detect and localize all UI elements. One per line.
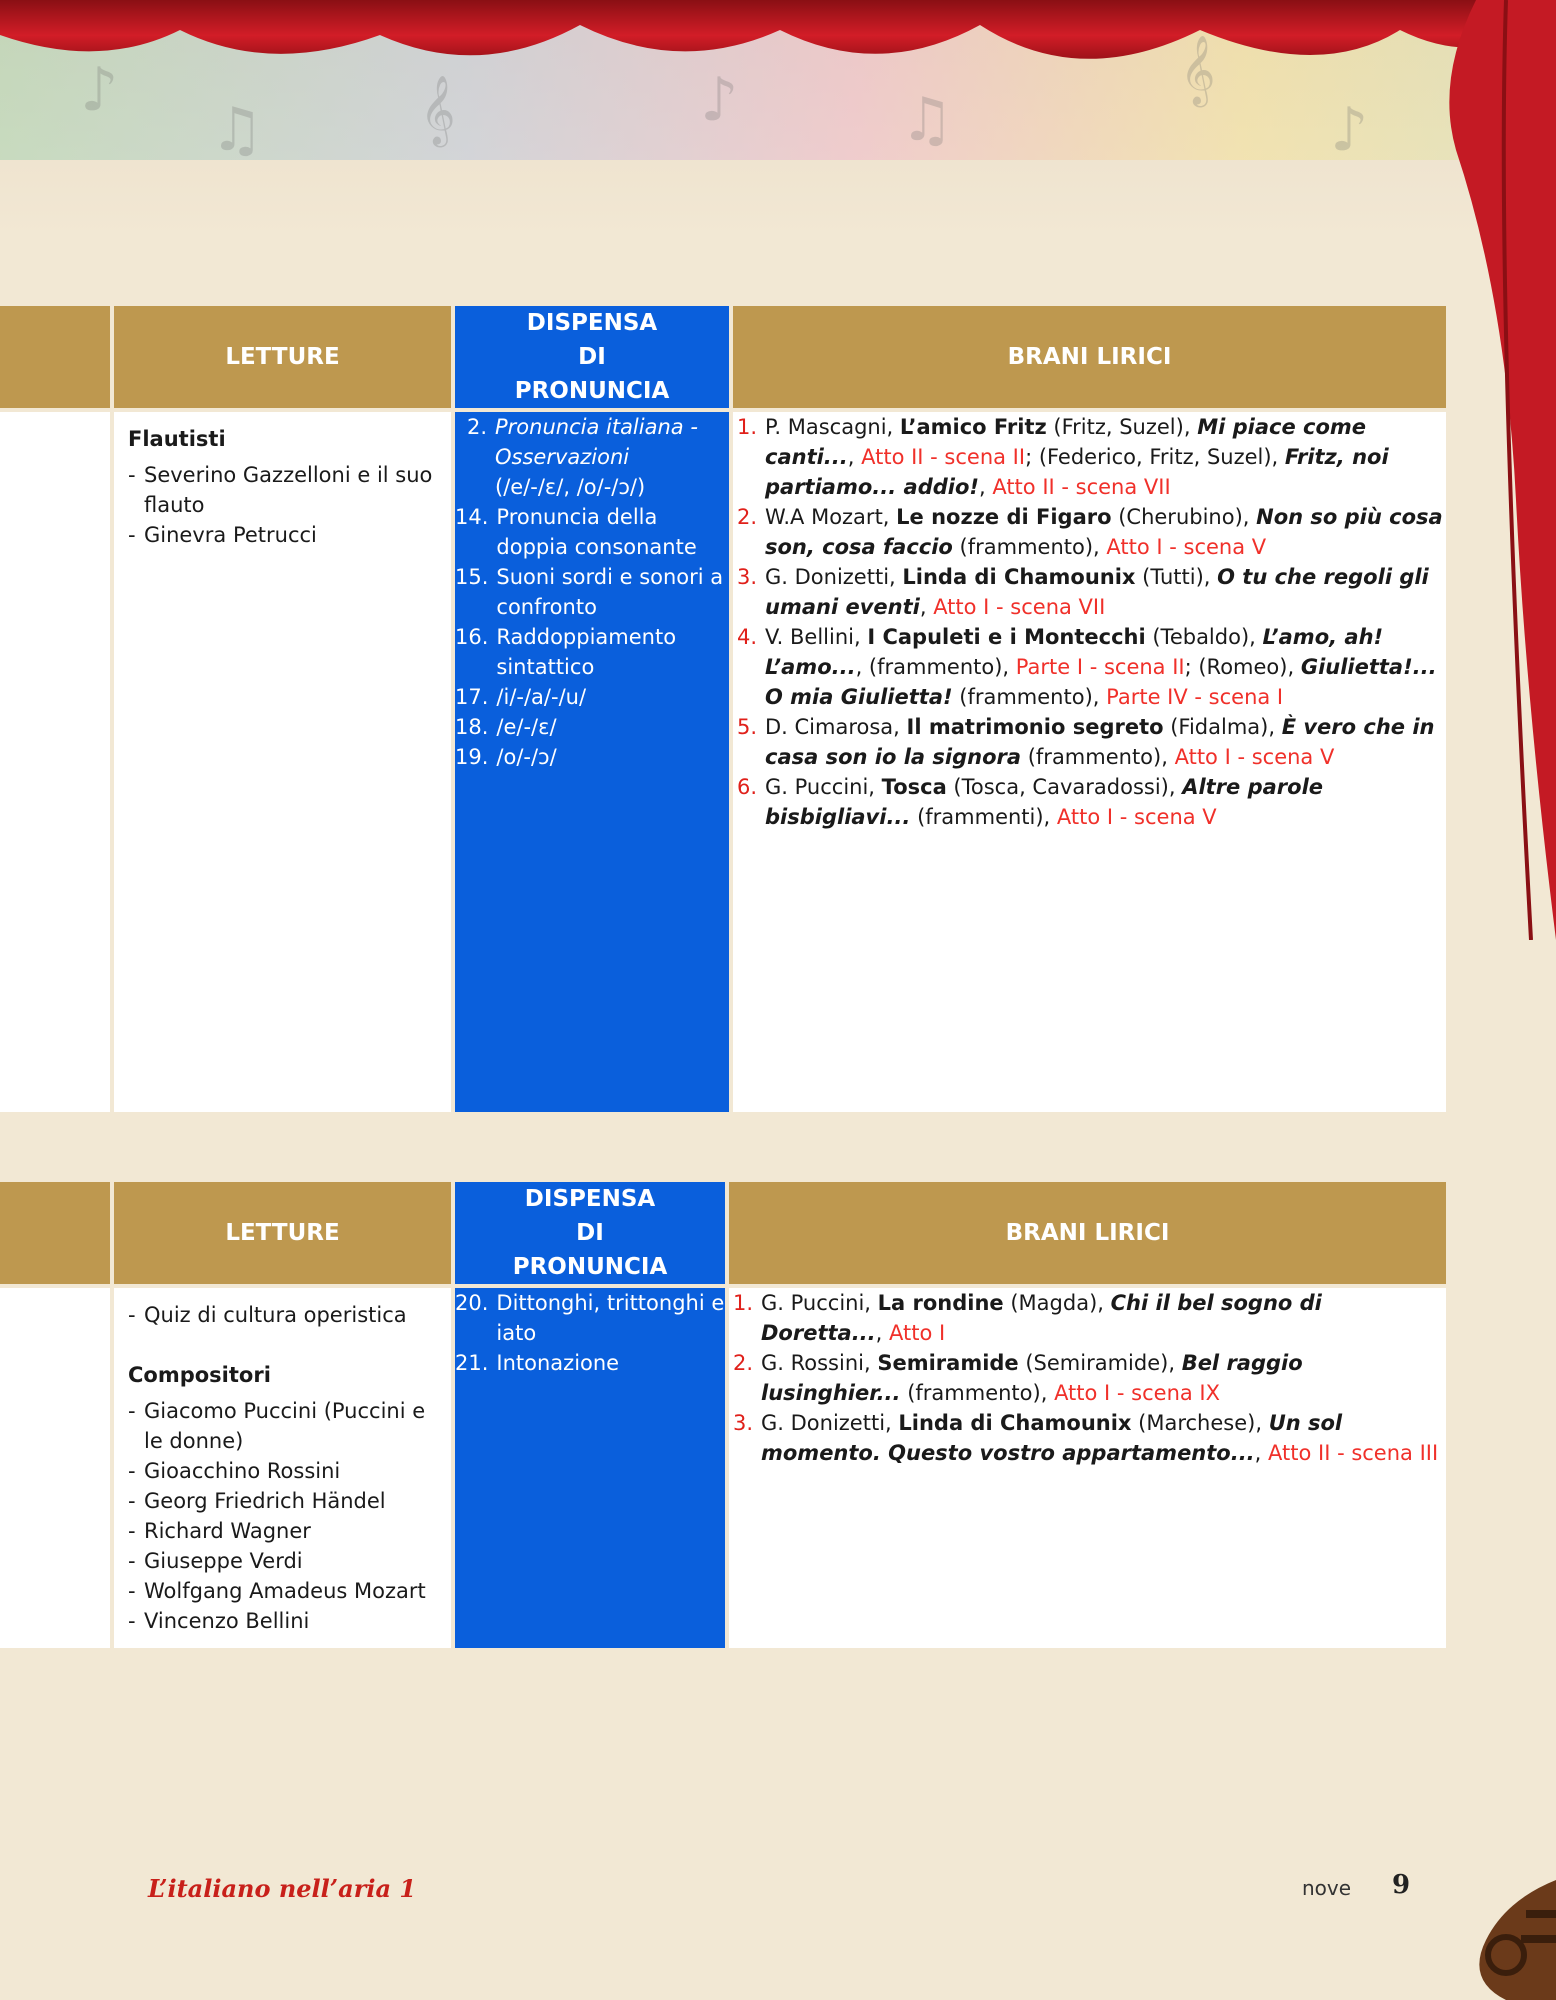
letture-item: - Georg Friedrich Händel bbox=[128, 1486, 437, 1516]
dispensa-item: 2. Pronuncia italiana - Osservazioni (/e/-/ɛ/, /o/-/ɔ/) bbox=[466, 415, 698, 499]
page-word: nove bbox=[1302, 1876, 1352, 1900]
svg-text:𝄞: 𝄞 bbox=[420, 75, 456, 145]
dispensa-item: 17. /i/-/a/-/u/ bbox=[455, 685, 587, 709]
brani-item: 3. G. Donizetti, Linda di Chamounix (Tutti), O tu che regoli gli umani eventi, Atto I - scena VII bbox=[733, 562, 1446, 622]
letture-list bbox=[128, 1396, 437, 1636]
brani-item: 3. G. Donizetti, Linda di Chamounix (Marchese), Un sol momento. Questo vostro appartamento..., Atto II - scena III bbox=[729, 1408, 1446, 1468]
letture-item: - Wolfgang Amadeus Mozart bbox=[128, 1576, 437, 1606]
brani-item-number: 6. bbox=[736, 775, 757, 799]
dispensa-item: 18. /e/-/ɛ/ bbox=[455, 715, 557, 739]
header-empty-cell bbox=[0, 306, 112, 408]
table-content-row bbox=[0, 1288, 1446, 1648]
brani-cell bbox=[731, 412, 1446, 1112]
letture-item: - Ginevra Petrucci bbox=[128, 520, 437, 550]
empty-cell bbox=[0, 412, 112, 1112]
letture-pre-list bbox=[128, 1300, 437, 1330]
letture-item: - Severino Gazzelloni e il suo flauto bbox=[128, 460, 437, 520]
letture-list bbox=[128, 460, 437, 550]
svg-text:♪: ♪ bbox=[1330, 95, 1369, 165]
svg-text:𝄞: 𝄞 bbox=[1180, 35, 1216, 105]
header-brani: BRANI LIRICI bbox=[731, 306, 1446, 408]
letture-cell bbox=[112, 1288, 453, 1648]
right-curtain-decoration bbox=[1436, 0, 1556, 940]
dispensa-cell bbox=[453, 1288, 727, 1648]
brani-item-number: 2. bbox=[736, 505, 757, 529]
dispensa-item: 19. /o/-/ɔ/ bbox=[455, 745, 557, 769]
svg-text:♫: ♫ bbox=[900, 85, 954, 155]
brani-item: 1. G. Puccini, La rondine (Magda), Chi il bel sogno di Doretta..., Atto I bbox=[729, 1288, 1446, 1348]
page-number: 9 bbox=[1392, 1870, 1411, 1900]
book-title: L’italiano nell’aria 1 bbox=[148, 1874, 417, 1903]
header-dispensa: DISPENSA DI PRONUNCIA bbox=[453, 306, 731, 408]
table-header-row bbox=[0, 306, 1446, 408]
brani-item: 2. G. Rossini, Semiramide (Semiramide), Bel raggio lusinghier... (frammento), Atto I - scena IX bbox=[729, 1348, 1446, 1408]
header-brani: BRANI LIRICI bbox=[727, 1182, 1446, 1284]
header-empty-cell bbox=[0, 1182, 112, 1284]
brani-cell bbox=[727, 1288, 1446, 1648]
violin-scroll-decoration bbox=[1356, 1860, 1556, 2000]
letture-item: - Vincenzo Bellini bbox=[128, 1606, 437, 1636]
brani-item-number: 2. bbox=[732, 1351, 753, 1375]
brani-list bbox=[733, 412, 1446, 832]
brani-item: 2. W.A Mozart, Le nozze di Figaro (Cherubino), Non so più cosa son, cosa faccio (frammento), Atto I - scena V bbox=[733, 502, 1446, 562]
table-section-1 bbox=[0, 306, 1446, 1112]
letture-item: - Richard Wagner bbox=[128, 1516, 437, 1546]
dispensa-cell bbox=[453, 412, 731, 1112]
table-content-row bbox=[0, 412, 1446, 1112]
curtain-header-decoration bbox=[0, 0, 1556, 240]
letture-item: - Gioacchino Rossini bbox=[128, 1456, 437, 1486]
brani-item: 5. D. Cimarosa, Il matrimonio segreto (Fidalma), È vero che in casa son io la signora (frammento), Atto I - scena V bbox=[733, 712, 1446, 772]
letture-item: - Quiz di cultura operistica bbox=[128, 1300, 437, 1330]
empty-cell bbox=[0, 1288, 112, 1648]
table-header-row bbox=[0, 1182, 1446, 1284]
header-dispensa: DISPENSA DI PRONUNCIA bbox=[453, 1182, 727, 1284]
brani-item: 6. G. Puccini, Tosca (Tosca, Cavaradossi), Altre parole bisbigliavi... (frammenti), Atto I - scena V bbox=[733, 772, 1446, 832]
table-section-2 bbox=[0, 1182, 1446, 1648]
svg-text:♪: ♪ bbox=[80, 55, 119, 125]
dispensa-item: 20. Dittonghi, trittonghi e iato bbox=[455, 1291, 725, 1345]
letture-item: - Giuseppe Verdi bbox=[128, 1546, 437, 1576]
letture-heading: Compositori bbox=[128, 1363, 271, 1387]
header-letture: LETTURE bbox=[112, 306, 453, 408]
brani-item-number: 3. bbox=[732, 1411, 753, 1435]
brani-item-number: 1. bbox=[732, 1291, 753, 1315]
dispensa-list bbox=[455, 1288, 725, 1378]
letture-item: - Giacomo Puccini (Puccini e le donne) bbox=[128, 1396, 437, 1456]
dispensa-list bbox=[455, 412, 729, 772]
svg-text:♪: ♪ bbox=[700, 65, 739, 135]
letture-heading: Flautisti bbox=[128, 427, 226, 451]
brani-item: 4. V. Bellini, I Capuleti e i Montecchi (Tebaldo), L’amo, ah! L’amo..., (frammento), Parte I - scena II; (Romeo), Giulietta!... O mia Giulietta! (frammento), Parte IV - scena I bbox=[733, 622, 1446, 712]
dispensa-item: 21. Intonazione bbox=[455, 1351, 620, 1375]
dispensa-item: 14. Pronuncia della doppia consonante bbox=[455, 505, 697, 559]
brani-item: 1. P. Mascagni, L’amico Fritz (Fritz, Suzel), Mi piace come canti..., Atto II - scena II; (Federico, Fritz, Suzel), Fritz, noi partiamo... addio!, Atto II - scena VII bbox=[733, 412, 1446, 502]
svg-text:♫: ♫ bbox=[210, 95, 264, 165]
header-letture: LETTURE bbox=[112, 1182, 453, 1284]
letture-cell bbox=[112, 412, 453, 1112]
dispensa-item: 16. Raddoppiamento sintattico bbox=[455, 625, 677, 679]
brani-item-number: 4. bbox=[736, 625, 757, 649]
dispensa-item: 15. Suoni sordi e sonori a confronto bbox=[455, 565, 724, 619]
brani-item-number: 5. bbox=[736, 715, 757, 739]
brani-list bbox=[729, 1288, 1446, 1468]
brani-item-number: 1. bbox=[736, 415, 757, 439]
brani-item-number: 3. bbox=[736, 565, 757, 589]
